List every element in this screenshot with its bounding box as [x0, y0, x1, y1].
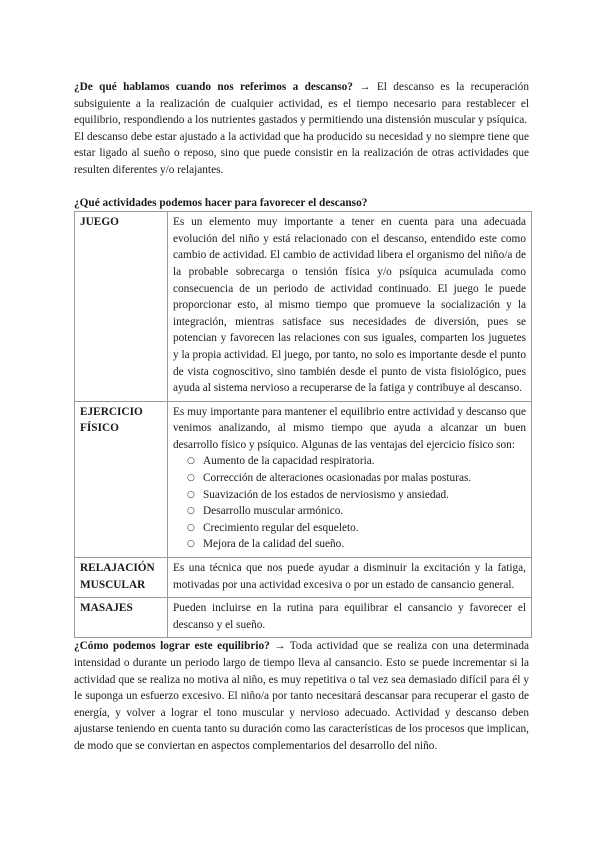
activity-description: Pueden incluirse en la rutina para equilibrar el cansancio y favorecer el descanso y el sueño.	[168, 598, 532, 638]
table-row	[75, 401, 532, 557]
activity-description: Es muy importante para mantener el equilibrio entre actividad y descanso que venimos analizando, al mismo tiempo que ayuda a alcanzar un buen desarrollo físico y psíquico. Algunas de las ventajas del ejercicio físico son:	[173, 405, 526, 451]
activity-name: JUEGO	[75, 212, 168, 402]
activity-description-cell	[168, 401, 532, 557]
document-content	[74, 79, 529, 755]
activities-heading: ¿Qué actividades podemos hacer para favorecer el descanso?	[74, 196, 368, 209]
activity-description: Es un elemento muy importante a tener en cuenta para una adecuada evolución del niño y está relacionado con el descanso, entendido este como cambio de actividad. El cambio de actividad libera el organismo del niño/a de la probable sobrecarga o tensión física y/o psíquica acumulada como consecuencia de un periodo de actividad continuado. El juego le puede proporcionar esto, al mismo tiempo que promueve la socialización y la integración, mientras satisface sus necesidades de diversión, pues se potencian y favorecen las relaciones con sus iguales, comparten los juguetes y la propia actividad. El juego, por tanto, no solo es importante desde el punto de vista cognoscitivo, sino también desde el punto de vista fisiológico, pues ayuda al sistema nervioso a recuperarse de la fatiga y contribuye al descanso.	[168, 212, 532, 402]
intro-answer: El descanso es la recuperación subsiguiente a la realización de cualquier actividad, es el tiempo necesario para restablecer el equilibrio, respondiendo a los nutrientes gastados y permitiendo una distensión muscular y psíquica.	[74, 81, 529, 127]
intro-arrow: →	[359, 81, 371, 93]
activities-table	[74, 211, 532, 638]
list-item: ○ Mejora de la calidad del sueño.	[187, 536, 526, 553]
closing-arrow: →	[274, 640, 286, 653]
table-row	[75, 558, 532, 598]
intro-paragraph	[74, 79, 529, 129]
intro-paragraph-2: El descanso debe estar ajustado a la actividad que ha producido su necesidad y no siempre tiene que estar ligado al sueño o reposo, sino que puede consistir en la realización de otras actividades que resulten diferentes y/o relajantes.	[74, 130, 529, 176]
closing-answer: Toda actividad que se realiza con una determinada intensidad o durante un periodo largo de tiempo lleva al cansancio. Esto se puede incrementar si la actividad que se realiza no motiva al niño, es muy repetitiva o tal vez sea demasiado difícil para él y le suponga un esfuerzo excesivo. El niño/a por tanto necesitará descansar para recuperar el gasto de energía, y volver a lograr el tono muscular y nervioso adecuado. Actividad y descanso deben ajustarse teniendo en cuenta tanto su duración como las características de los procesos que implican, de modo que se conviertan en aspectos complementarios del desarrollo del niño.	[74, 640, 530, 752]
list-item: ○ Desarrollo muscular armónico.	[187, 503, 526, 520]
list-item: ○ Suavización de los estados de nerviosismo y ansiedad.	[187, 487, 526, 504]
benefits-list	[173, 453, 526, 553]
table-row	[75, 212, 532, 402]
closing-paragraph	[74, 638, 529, 754]
activity-name: MASAJES	[75, 598, 168, 638]
activity-description: Es una técnica que nos puede ayudar a disminuir la excitación y la fatiga, motivadas por una actividad excesiva o por un estado de cansancio general.	[168, 558, 532, 598]
activity-name: RELAJACIÓN MUSCULAR	[75, 558, 168, 598]
list-item: ○ Crecimiento regular del esqueleto.	[187, 520, 526, 537]
table-row	[75, 598, 532, 638]
activity-name: EJERCICIO FÍSICO	[75, 401, 168, 557]
list-item: ○ Aumento de la capacidad respiratoria.	[187, 453, 526, 470]
closing-question: ¿Cómo podemos lograr este equilibrio?	[74, 640, 270, 653]
intro-question: ¿De qué hablamos cuando nos referimos a descanso?	[74, 81, 353, 93]
list-item: ○ Corrección de alteraciones ocasionadas por malas posturas.	[187, 470, 526, 487]
